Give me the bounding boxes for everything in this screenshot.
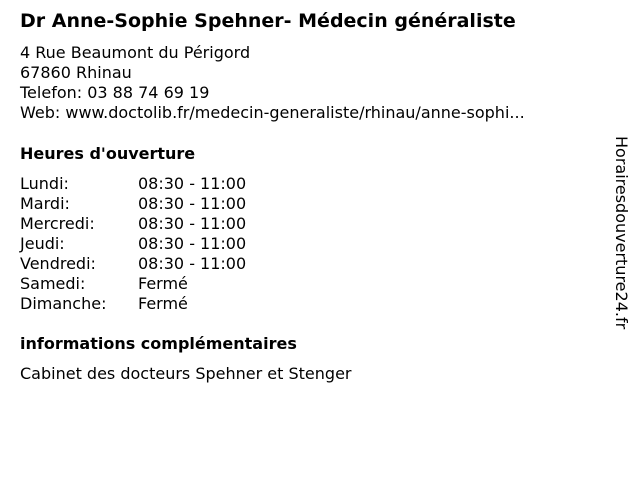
hours-value: 08:30 - 11:00	[138, 194, 247, 213]
hours-value: 08:30 - 11:00	[138, 214, 247, 233]
hours-value: 08:30 - 11:00	[138, 254, 247, 273]
city-postal: 67860 Rhinau	[20, 63, 132, 82]
hours-value: 08:30 - 11:00	[138, 174, 247, 193]
day-label: Vendredi:	[20, 254, 96, 273]
phone-number: Telefon: 03 88 74 69 19	[20, 83, 210, 102]
hours-value: 08:30 - 11:00	[138, 234, 247, 253]
website-link[interactable]: Web: www.doctolib.fr/medecin-generaliste/rhinau/anne-sophi...	[20, 103, 525, 122]
day-label: Mardi:	[20, 194, 70, 213]
hours-value: Fermé	[138, 274, 188, 293]
day-label: Dimanche:	[20, 294, 107, 313]
additional-info-heading: informations complémentaires	[20, 334, 297, 353]
day-label: Samedi:	[20, 274, 86, 293]
page-title: Dr Anne-Sophie Spehner- Médecin généraliste	[20, 10, 516, 32]
opening-hours-heading: Heures d'ouverture	[20, 144, 196, 163]
additional-info-text: Cabinet des docteurs Spehner et Stenger	[20, 364, 352, 383]
day-label: Jeudi:	[20, 234, 65, 253]
street-address: 4 Rue Beaumont du Périgord	[20, 43, 251, 62]
hours-value: Fermé	[138, 294, 188, 313]
address-block	[20, 43, 525, 123]
day-label: Mercredi:	[20, 214, 95, 233]
day-label: Lundi:	[20, 174, 69, 193]
site-watermark: Horairesdouverture24.fr	[612, 136, 631, 330]
